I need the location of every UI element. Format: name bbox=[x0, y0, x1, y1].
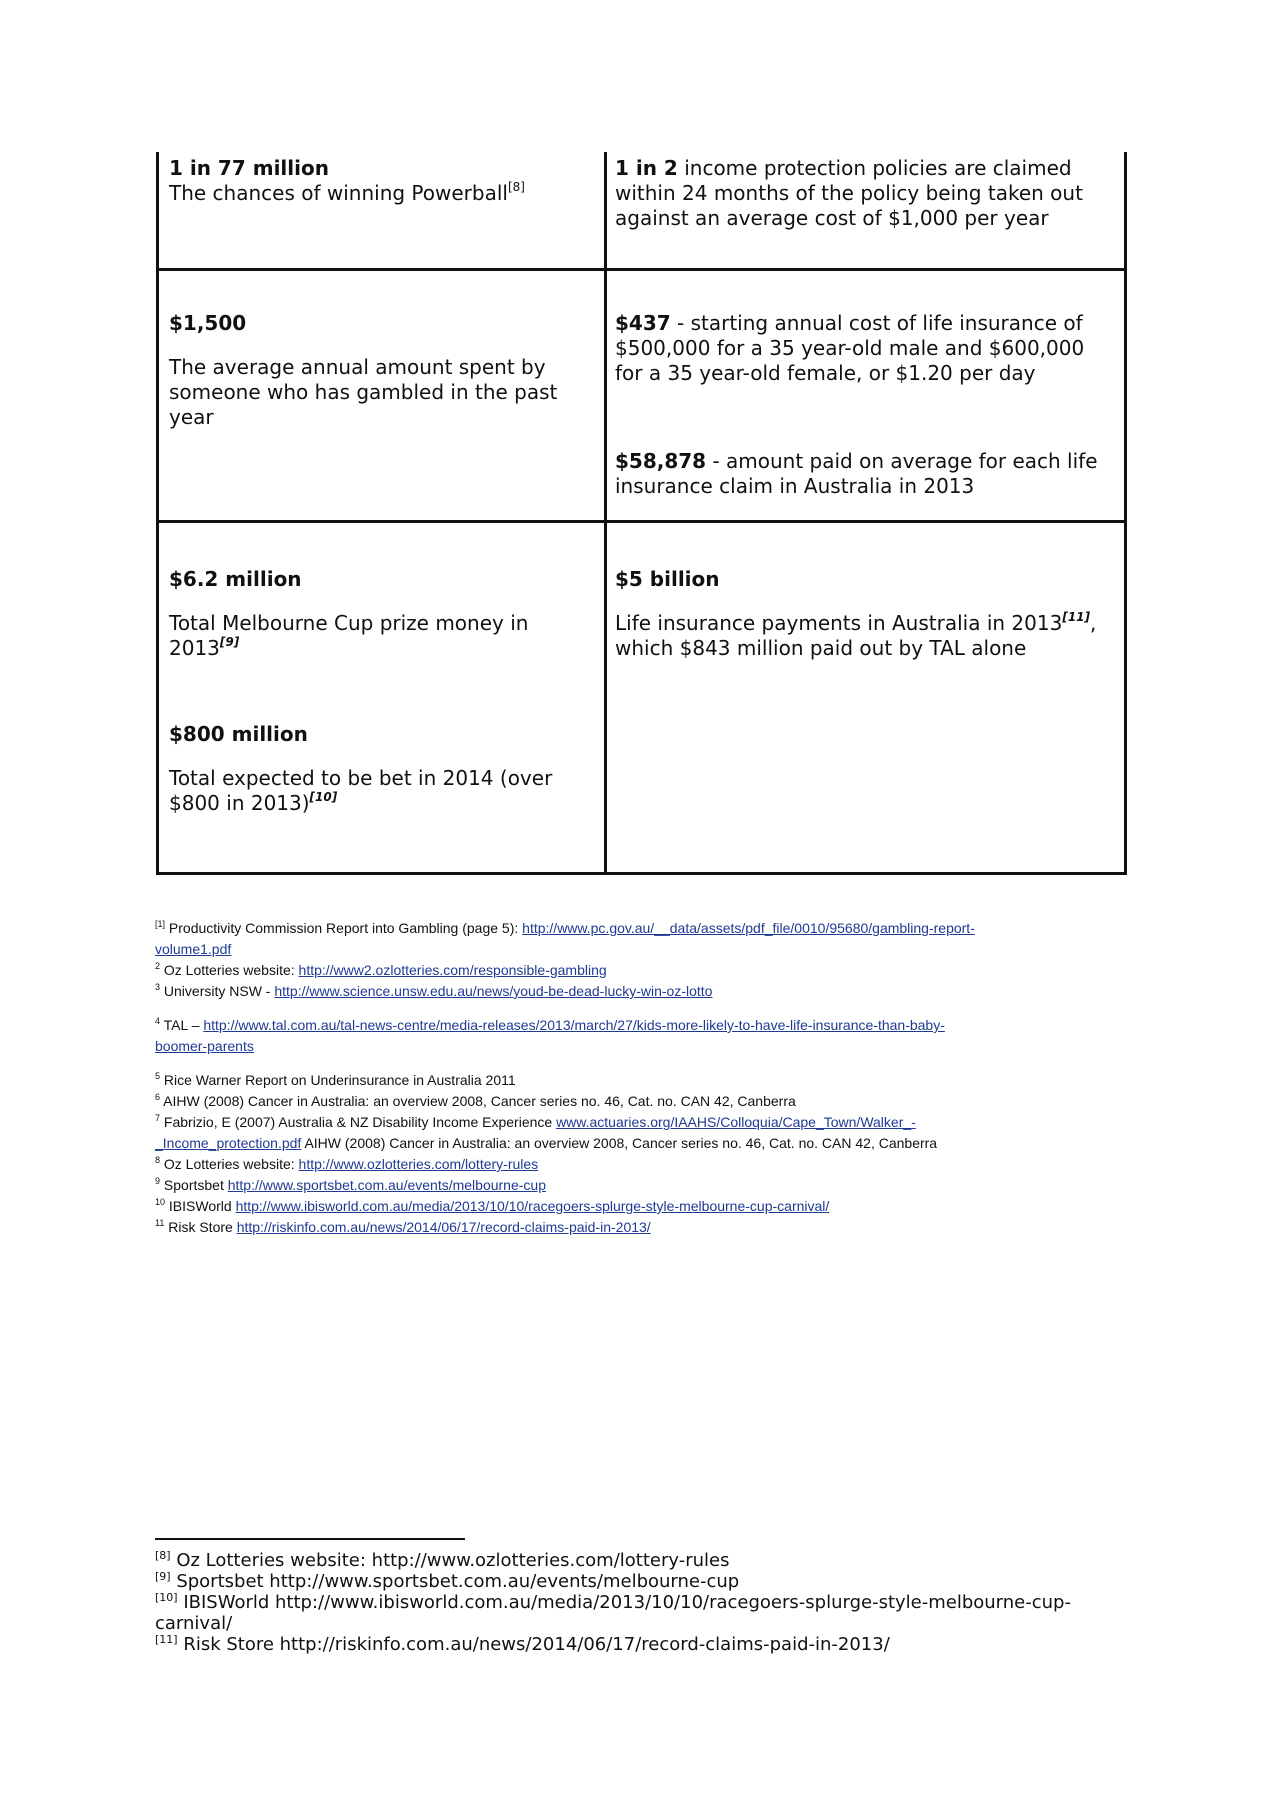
endnotes bbox=[155, 918, 1105, 1238]
endnote-link[interactable]: http://www2.ozlotteries.com/responsible-gambling bbox=[298, 962, 607, 978]
endnote-1-cont bbox=[155, 939, 1105, 960]
endnote-8 bbox=[155, 1154, 1105, 1175]
endnote-11 bbox=[155, 1217, 1105, 1238]
footnote-11 bbox=[155, 1634, 1105, 1655]
endnote-number: 9 bbox=[155, 1176, 161, 1186]
endnote-2 bbox=[155, 960, 1105, 981]
endnote-number: 4 bbox=[155, 1016, 161, 1026]
endnote-4 bbox=[155, 1015, 1105, 1036]
stat-description: The chances of winning Powerball bbox=[169, 181, 508, 205]
footnote-number: [9] bbox=[155, 1570, 171, 1583]
stat-description: , which $843 million paid out by TAL alone bbox=[615, 611, 1097, 660]
footnote-ref[interactable]: [8] bbox=[507, 180, 525, 194]
endnote-number: [1] bbox=[155, 919, 166, 929]
endnote-text: AIHW (2008) Cancer in Australia: an overview 2008, Cancer series no. 46, Cat. no. CAN 42, Canberra bbox=[301, 1135, 938, 1151]
endnote-text: AIHW (2008) Cancer in Australia: an overview 2008, Cancer series no. 46, Cat. no. CAN 42, Canberra bbox=[160, 1093, 796, 1109]
cell-powerball-odds bbox=[169, 156, 589, 206]
endnote-link[interactable]: http://www.ibisworld.com.au/media/2013/10/10/racegoers-splurge-style-melbourne-cup-carnival/ bbox=[235, 1198, 830, 1214]
column-divider bbox=[604, 271, 607, 520]
endnote-5 bbox=[155, 1070, 1105, 1091]
cell-life-insurance-payments bbox=[615, 567, 1115, 661]
endnote-link[interactable]: http://www.tal.com.au/tal-news-centre/media-releases/2013/march/27/kids-more-likely-to-have-life-insurance-than-baby- bbox=[203, 1017, 945, 1033]
endnote-link[interactable]: volume1.pdf bbox=[155, 941, 232, 957]
stat-description: Total Melbourne Cup prize money in 2013 bbox=[169, 611, 529, 660]
endnote-text: Fabrizio, E (2007) Australia & NZ Disability Income Experience bbox=[160, 1114, 557, 1130]
footnote-text: Risk Store http://riskinfo.com.au/news/2014/06/17/record-claims-paid-in-2013/ bbox=[177, 1634, 890, 1655]
footnote-text: Sportsbet http://www.sportsbet.com.au/events/melbourne-cup bbox=[170, 1571, 740, 1592]
endnote-6 bbox=[155, 1091, 1105, 1112]
footnote-text: Oz Lotteries website: http://www.ozlotteries.com/lottery-rules bbox=[170, 1550, 730, 1571]
stat-heading: $6.2 million bbox=[169, 567, 302, 591]
endnote-1 bbox=[155, 918, 1105, 939]
endnote-4-cont bbox=[155, 1036, 1105, 1057]
endnote-link[interactable]: _Income_protection.pdf bbox=[155, 1135, 302, 1151]
cell-gambling-spend bbox=[169, 311, 589, 430]
endnote-text: Productivity Commission Report into Gambling (page 5): bbox=[165, 920, 523, 936]
table-row bbox=[159, 268, 1124, 520]
table-row bbox=[159, 520, 1124, 872]
endnote-number: 10 bbox=[155, 1197, 166, 1207]
endnote-number: 3 bbox=[155, 982, 161, 992]
stat-heading: 1 in 2 bbox=[615, 156, 678, 180]
endnote-number: 6 bbox=[155, 1092, 161, 1102]
endnote-number: 8 bbox=[155, 1155, 161, 1165]
cell-average-claim bbox=[615, 449, 1115, 499]
endnote-link[interactable]: http://riskinfo.com.au/news/2014/06/17/record-claims-paid-in-2013/ bbox=[236, 1219, 651, 1235]
stat-heading: $800 million bbox=[169, 722, 308, 746]
endnote-link[interactable]: boomer-parents bbox=[155, 1038, 254, 1054]
endnote-text: Sportsbet bbox=[160, 1177, 228, 1193]
stat-description: - starting annual cost of life insurance of $500,000 for a 35 year-old male and $600,000 for a 35 year-old female, or $1.20 per day bbox=[615, 311, 1085, 385]
endnote-10 bbox=[155, 1196, 1105, 1217]
footnote-10-cont bbox=[155, 1613, 1105, 1634]
statistics-table bbox=[156, 152, 1127, 875]
endnote-link[interactable]: http://www.science.unsw.edu.au/news/youd-be-dead-lucky-win-oz-lotto bbox=[274, 983, 713, 999]
footnote-9 bbox=[155, 1571, 1105, 1592]
table-row bbox=[159, 152, 1124, 268]
footnote-separator bbox=[155, 1538, 465, 1540]
footnote-ref[interactable]: [9] bbox=[219, 635, 240, 649]
footnote-number: [8] bbox=[155, 1549, 171, 1562]
endnote-7-cont bbox=[155, 1133, 1105, 1154]
stat-heading: $437 bbox=[615, 311, 671, 335]
column-divider bbox=[604, 523, 607, 872]
footnote-ref[interactable]: [10] bbox=[309, 790, 338, 804]
endnote-7 bbox=[155, 1112, 1105, 1133]
stat-heading: $1,500 bbox=[169, 311, 247, 335]
stat-description: income protection policies are claimed within 24 months of the policy being taken out against an average cost of $1,000 per year bbox=[615, 156, 1083, 230]
endnote-text: IBISWorld bbox=[165, 1198, 236, 1214]
page-footnotes bbox=[155, 1550, 1105, 1655]
endnote-9 bbox=[155, 1175, 1105, 1196]
endnote-text: Rice Warner Report on Underinsurance in Australia 2011 bbox=[160, 1072, 516, 1088]
stat-description: Life insurance payments in Australia in 2013 bbox=[615, 611, 1063, 635]
cell-melbourne-cup-bets bbox=[169, 722, 589, 816]
endnote-number: 7 bbox=[155, 1113, 161, 1123]
endnote-number: 11 bbox=[155, 1218, 165, 1228]
endnote-text: Oz Lotteries website: bbox=[160, 962, 299, 978]
stat-description: The average annual amount spent by someone who has gambled in the past year bbox=[169, 355, 558, 429]
endnote-link[interactable]: www.actuaries.org/IAAHS/Colloquia/Cape_Town/Walker_- bbox=[556, 1114, 916, 1130]
footnote-text: IBISWorld http://www.ibisworld.com.au/media/2013/10/10/racegoers-splurge-style-melbourne-cup- bbox=[177, 1592, 1071, 1613]
footnote-10 bbox=[155, 1592, 1105, 1613]
endnote-number: 2 bbox=[155, 961, 161, 971]
footnote-8 bbox=[155, 1550, 1105, 1571]
endnote-text: Oz Lotteries website: bbox=[160, 1156, 299, 1172]
stat-description: Total expected to be bet in 2014 (over $800 in 2013) bbox=[169, 766, 553, 815]
footnote-number: [10] bbox=[155, 1591, 178, 1604]
endnote-number: 5 bbox=[155, 1071, 161, 1081]
stat-heading: $5 billion bbox=[615, 567, 720, 591]
cell-life-insurance-cost bbox=[615, 311, 1115, 386]
endnote-text: TAL – bbox=[160, 1017, 204, 1033]
stat-description: - amount paid on average for each life insurance claim in Australia in 2013 bbox=[615, 449, 1098, 498]
endnote-3 bbox=[155, 981, 1105, 1002]
column-divider bbox=[604, 152, 607, 268]
endnote-link[interactable]: http://www.pc.gov.au/__data/assets/pdf_file/0010/95680/gambling-report- bbox=[522, 920, 975, 936]
stat-heading: 1 in 77 million bbox=[169, 156, 329, 180]
footnote-ref[interactable]: [11] bbox=[1062, 610, 1090, 624]
endnote-text: Risk Store bbox=[164, 1219, 237, 1235]
footnote-number: [11] bbox=[155, 1633, 178, 1646]
cell-income-protection bbox=[615, 156, 1115, 231]
stat-heading: $58,878 bbox=[615, 449, 707, 473]
endnote-link[interactable]: http://www.ozlotteries.com/lottery-rules bbox=[298, 1156, 539, 1172]
cell-melbourne-cup-prize bbox=[169, 567, 589, 661]
endnote-link[interactable]: http://www.sportsbet.com.au/events/melbourne-cup bbox=[227, 1177, 546, 1193]
footnote-text: carnival/ bbox=[155, 1613, 233, 1634]
endnote-text: University NSW - bbox=[160, 983, 275, 999]
